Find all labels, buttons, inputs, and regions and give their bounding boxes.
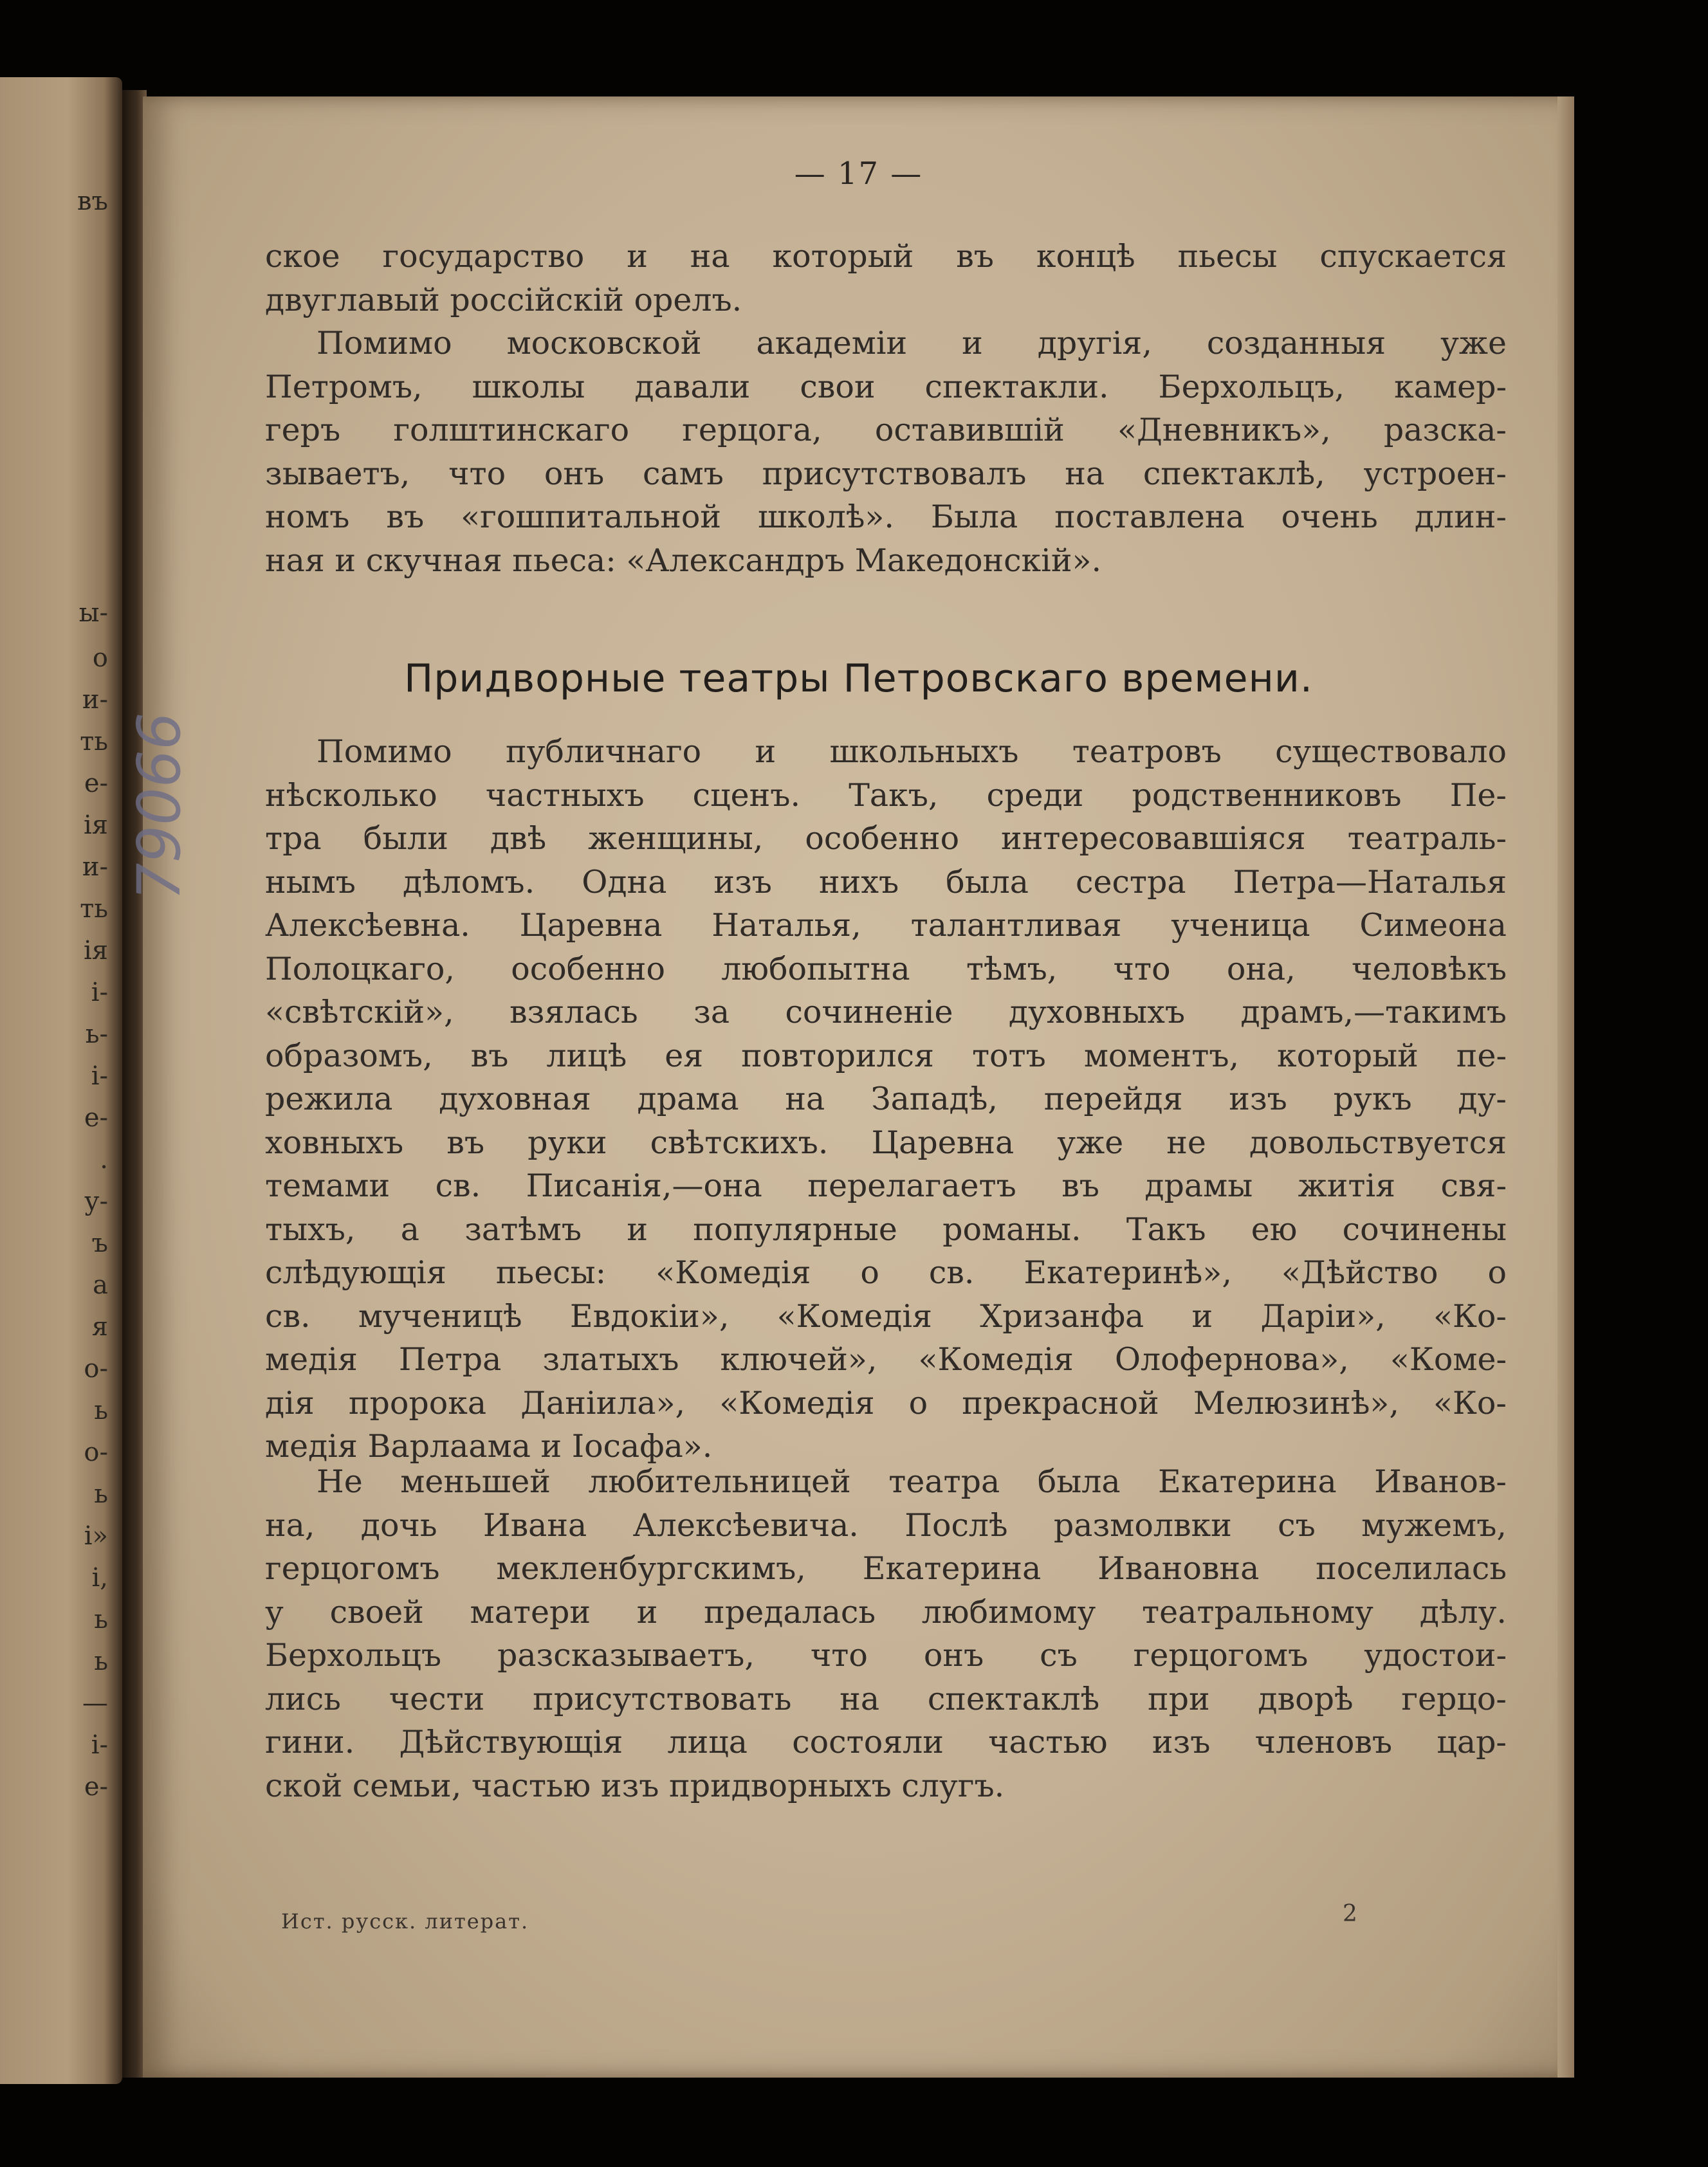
inventory-stamp: 79066: [125, 712, 194, 901]
paragraph-school-theatres: [265, 322, 1507, 582]
left-page-text-fragment: і-: [91, 978, 108, 1007]
left-page-text-fragment: ь-: [85, 1019, 108, 1049]
text-line: режила духовная драма на Западѣ, перейдя изъ рукъ ду-: [265, 1081, 1507, 1117]
left-page-text-fragment: о: [92, 643, 108, 673]
text-line: дія пророка Даніила», «Комедія о прекрасной Мелюзинѣ», «Ко-: [265, 1384, 1507, 1422]
text-line: гини. Дѣйствующія лица состояли частью изъ членовъ цар-: [265, 1724, 1507, 1760]
text-line: лись чести присутствовать на спектаклѣ при дворѣ герцо-: [265, 1680, 1507, 1717]
left-page-text-fragment: .: [100, 1145, 108, 1175]
text-line: медія Петра златыхъ ключей», «Комедія Олофернова», «Коме-: [265, 1341, 1507, 1378]
paragraph-continuation: [265, 235, 1507, 322]
left-page-text-fragment: о-: [84, 1354, 108, 1384]
text-line: образомъ, въ лицѣ ея повторился тотъ моментъ, который пе-: [265, 1037, 1507, 1074]
left-page-text-fragment: е-: [84, 769, 108, 798]
left-page-text-fragment: ія: [83, 810, 108, 840]
text-line: Полоцкаго, особенно любопытна тѣмъ, что она, человѣкъ: [265, 950, 1507, 987]
left-page-text-fragment: а: [93, 1270, 108, 1300]
text-line: герцогомъ мекленбургскимъ, Екатерина Ивановна поселилась: [265, 1550, 1507, 1587]
text-line: тыхъ, а затѣмъ и популярные романы. Такъ ею сочинены: [265, 1211, 1507, 1248]
left-page-text-fragment: о-: [84, 1438, 108, 1467]
section-title: Придворные театры Петровскаго времени.: [404, 656, 1313, 701]
text-line: Берхольцъ разсказываетъ, что онъ съ герцогомъ удостои-: [265, 1637, 1507, 1674]
paragraph-court-theatres: [265, 730, 1507, 1468]
text-line: нѣсколько частныхъ сценъ. Такъ, среди родственниковъ Пе-: [265, 776, 1507, 814]
left-page-text-fragment: —: [82, 1688, 108, 1718]
left-page-text-fragment: и-: [82, 852, 108, 882]
left-page-text-fragment: ія: [83, 936, 108, 965]
text-line: ховныхъ въ руки свѣтскихъ. Царевна уже не довольствуется: [265, 1124, 1507, 1161]
text-line: на, дочь Ивана Алексѣевича. Послѣ размолвки съ мужемъ,: [265, 1506, 1507, 1544]
text-line: Не меньшей любительницей театра была Екатерина Иванов-: [317, 1463, 1507, 1500]
text-line: тра были двѣ женщины, особенно интересовавшіяся театраль-: [265, 820, 1507, 857]
text-line: ная и скучная пьеса: «Александръ Македонскій».: [265, 542, 1102, 579]
text-line: ское государство и на который въ концѣ пьесы спускается: [265, 238, 1507, 275]
left-page-text-fragment: я: [91, 1312, 108, 1342]
text-line: зываетъ, что онъ самъ присутствовалъ на спектаклѣ, устроен-: [265, 455, 1507, 492]
left-page-text-fragment: ы-: [78, 598, 108, 628]
text-line: «свѣтскій», взялась за сочиненіе духовныхъ драмъ,—такимъ: [265, 994, 1507, 1030]
text-line: Помимо публичнаго и школьныхъ театровъ существовало: [317, 733, 1507, 770]
paragraph-ekaterina: [265, 1460, 1507, 1807]
left-page-text-fragment: і,: [91, 1563, 108, 1593]
text-line: медія Варлаама и Іосафа».: [265, 1428, 713, 1465]
left-page-text-fragment: ь: [94, 1647, 108, 1676]
left-page-text-fragment: і-: [91, 1730, 108, 1760]
text-line: св. мученицѣ Евдокіи», «Комедія Хризанфа и Даріи», «Ко-: [265, 1297, 1507, 1335]
text-line: у своей матери и предалась любимому театральному дѣлу.: [265, 1593, 1507, 1631]
text-line: Помимо московской академіи и другія, созданныя уже: [317, 325, 1507, 361]
left-page-text-fragment: въ: [77, 187, 108, 216]
left-page-fragment: [0, 77, 122, 2084]
text-line: темами св. Писанія,—она перелагаетъ въ драмы житія свя-: [265, 1167, 1507, 1204]
left-page-text-fragment: ъ: [91, 1229, 108, 1258]
left-page-text-fragment: ь: [94, 1605, 108, 1634]
left-page-text-fragment: і»: [84, 1521, 108, 1551]
page-number-header: — 17 —: [794, 156, 923, 192]
footer-sheet-number: 2: [1343, 1901, 1357, 1927]
text-line: ской семьи, частью изъ придворныхъ слугъ.: [265, 1767, 1005, 1804]
left-page-text-fragment: ть: [80, 894, 108, 924]
text-line: Петромъ, школы давали свои спектакли. Берхольцъ, камер-: [265, 368, 1507, 405]
left-page-text-fragment: у-: [84, 1187, 108, 1216]
footer-signature: Ист. русск. литерат.: [281, 1909, 529, 1934]
left-page-text-fragment: е-: [84, 1772, 108, 1802]
text-line: нымъ дѣломъ. Одна изъ нихъ была сестра Петра—Наталья: [265, 863, 1507, 901]
text-line: геръ голштинскаго герцога, оставившій «Дневникъ», разска-: [265, 412, 1507, 448]
left-page-text-fragment: і-: [91, 1061, 108, 1091]
book-page: [125, 96, 1574, 2078]
left-page-text-fragment: ь: [94, 1396, 108, 1425]
page-edge: [1557, 96, 1574, 2078]
text-line: Алексѣевна. Царевна Наталья, талантливая ученица Симеона: [265, 907, 1507, 944]
left-page-text-fragment: е-: [84, 1103, 108, 1133]
text-line: двуглавый россійскій орелъ.: [265, 281, 742, 318]
text-line: номъ въ «гошпитальной школѣ». Была поставлена очень длин-: [265, 498, 1507, 535]
text-line: слѣдующія пьесы: «Комедія о св. Екатеринѣ», «Дѣйство о: [265, 1254, 1507, 1291]
left-page-text-fragment: ь: [94, 1479, 108, 1509]
left-page-text-fragment: ть: [80, 727, 108, 756]
left-page-text-fragment: и-: [82, 685, 108, 715]
